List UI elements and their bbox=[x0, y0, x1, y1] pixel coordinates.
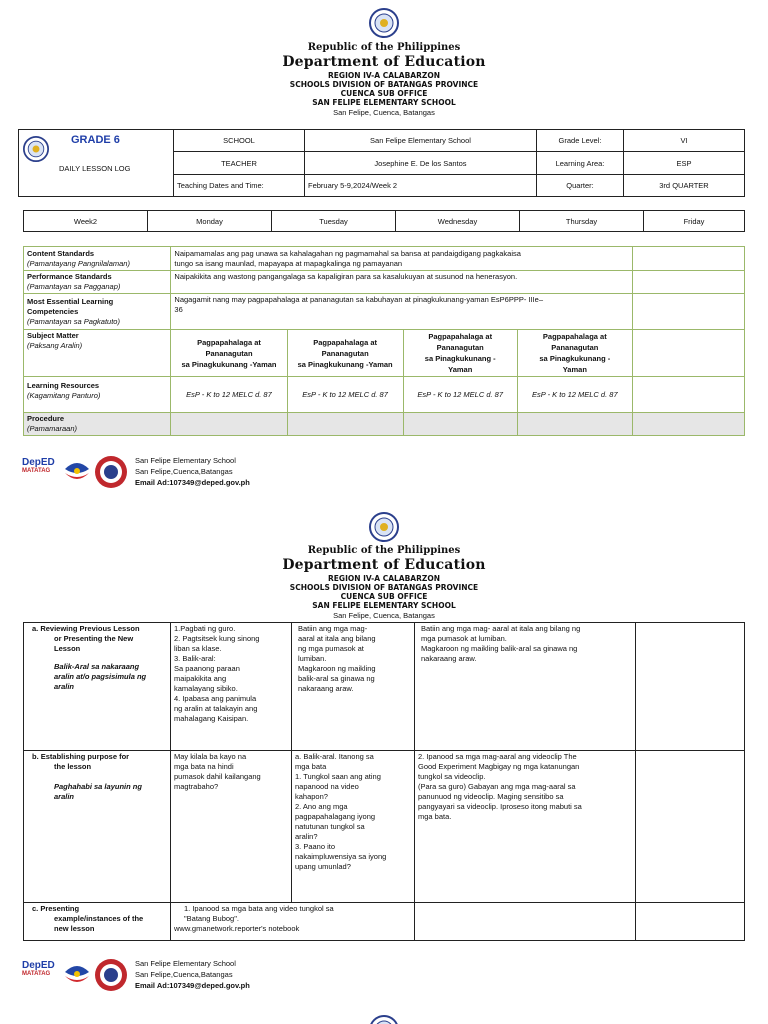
row-b-sub-line: aralin bbox=[54, 792, 75, 801]
subject-line: Pagpapahalaga at bbox=[313, 337, 377, 347]
content-standards-sub: (Pamantayang Pangnilalaman) bbox=[27, 258, 130, 268]
monday-cell: Monday bbox=[148, 211, 272, 232]
subject-line: Yaman bbox=[562, 365, 587, 374]
resources-monday: EsP - K to 12 MELC d. 87 bbox=[171, 377, 287, 413]
procedure-sub: (Pamamaraan) bbox=[27, 424, 78, 433]
subject-line: Pananagutan bbox=[436, 343, 484, 352]
teacher-label: TEACHER bbox=[174, 152, 305, 175]
school-text: SAN FELIPE ELEMENTARY SCHOOL bbox=[312, 98, 456, 107]
procedure-table bbox=[23, 622, 745, 941]
row-b-friday bbox=[636, 751, 745, 903]
deped-seal-icon bbox=[369, 1015, 399, 1024]
thursday-cell: Thursday bbox=[520, 211, 644, 232]
row-c-label-line: c. Presenting bbox=[32, 904, 80, 913]
empty-cell bbox=[632, 330, 744, 377]
row-a-label-line: a. Reviewing Previous Lesson bbox=[32, 624, 140, 633]
text-line: nakaraang araw. bbox=[298, 684, 354, 693]
sub-office-text: CUENCA SUB OFFICE bbox=[340, 89, 428, 98]
performance-standards-sub: (Pamantayan sa Pagganap) bbox=[27, 282, 121, 291]
text-line: Magkaroon ng maikling balik-aral sa ginawa ng bbox=[421, 644, 578, 653]
footer-1 bbox=[22, 455, 322, 491]
empty-cell bbox=[632, 377, 744, 413]
text-line: 1. Tungkol saan ang ating bbox=[295, 772, 381, 781]
text-line: aaral at itala ang bilang bbox=[298, 634, 376, 643]
text-line: mahalagang Kaisipan. bbox=[174, 714, 249, 723]
empty-cell bbox=[287, 413, 403, 436]
text-line: ng aralin at talakayin ang bbox=[174, 704, 258, 713]
row-c-wednesday bbox=[415, 903, 636, 941]
text-line: 2. Pagtsitsek kung sinong bbox=[174, 634, 260, 643]
empty-cell bbox=[632, 247, 744, 271]
subject-line: sa Pinagkukunang -Yaman bbox=[181, 359, 277, 369]
text-line: ng mga pumasok at bbox=[298, 644, 364, 653]
footer-address: San Felipe,Cuenca,Batangas bbox=[135, 970, 233, 979]
standards-table bbox=[23, 246, 745, 436]
text-line: tungkol sa videoclip. bbox=[418, 772, 486, 781]
content-standards-line2: tungo sa isang maunlad, mapayapa at mapagkalinga ng pamayanan bbox=[174, 258, 403, 268]
text-line: mga bata na hindi bbox=[174, 762, 234, 771]
text-line: www.gmanetwork.reporter's notebook bbox=[174, 924, 300, 933]
week-table bbox=[23, 210, 745, 232]
footer-email: Email Ad:107349@deped.gov.ph bbox=[135, 981, 250, 990]
republic-text: Republic of the Philippines bbox=[307, 42, 461, 53]
row-a-sub-line: Balik-Aral sa nakaraang bbox=[54, 662, 140, 671]
row-b-label bbox=[24, 751, 171, 903]
footer-school: San Felipe Elementary School bbox=[135, 959, 236, 968]
row-a-friday bbox=[636, 623, 745, 751]
bagong-pilipinas-logo bbox=[62, 958, 92, 990]
matatag-logo-text: MATATAG bbox=[22, 468, 51, 474]
text-line: Good Experiment Magbigay ng mga katanungan bbox=[418, 762, 580, 771]
footer-school: San Felipe Elementary School bbox=[135, 456, 236, 465]
text-line: lumiban. bbox=[298, 654, 327, 663]
melc-value-line2: 36 bbox=[174, 305, 183, 314]
melc-sub: (Pamantayan sa Pagkatuto) bbox=[27, 316, 120, 326]
text-line: Magkaroon ng maikling bbox=[298, 664, 376, 673]
content-standards-value bbox=[171, 247, 632, 271]
footer-text bbox=[135, 455, 250, 488]
learning-area-value: ESP bbox=[624, 152, 745, 175]
content-standards-label-cell bbox=[24, 247, 171, 271]
quarter-label: Quarter: bbox=[537, 175, 624, 197]
resources-label-cell bbox=[24, 377, 171, 413]
division-text: SCHOOLS DIVISION OF BATANGAS PROVINCE bbox=[289, 80, 479, 89]
row-b-sub-line: Paghahabi sa layunin ng bbox=[54, 782, 142, 791]
text-line: kahapon? bbox=[295, 792, 328, 801]
footer-email: Email Ad:107349@deped.gov.ph bbox=[135, 478, 250, 487]
school-seal-icon bbox=[94, 958, 128, 992]
deped-matatag-logo bbox=[22, 960, 58, 990]
school-value: San Felipe Elementary School bbox=[305, 130, 537, 152]
text-line: maipakikita ang bbox=[174, 674, 227, 683]
subject-matter-tuesday bbox=[287, 330, 403, 377]
dates-value: February 5-9,2024/Week 2 bbox=[305, 175, 537, 197]
subject-matter-wednesday bbox=[403, 330, 517, 377]
text-line: 1.Pagbati ng guro. bbox=[174, 624, 236, 633]
resources-tuesday: EsP - K to 12 MELC d. 87 bbox=[287, 377, 403, 413]
text-line: balik-aral sa ginawa ng bbox=[298, 674, 375, 683]
subject-line: Pananagutan bbox=[205, 348, 253, 358]
grade-label: GRADE 6 bbox=[71, 134, 120, 146]
republic-text: Republic of the Philippines bbox=[307, 545, 461, 556]
text-line: kamalayang sibiko. bbox=[174, 684, 238, 693]
text-line: liban sa klase. bbox=[174, 644, 222, 653]
footer-address: San Felipe,Cuenca,Batangas bbox=[135, 467, 233, 476]
melc-label-line2: Competencies bbox=[27, 306, 79, 316]
bagong-pilipinas-logo bbox=[62, 455, 92, 487]
text-line: pumasok dahil kailangang bbox=[174, 772, 261, 781]
department-title: Department of Education bbox=[282, 557, 486, 573]
text-line: "Batang Bubog". bbox=[184, 914, 239, 923]
empty-cell bbox=[632, 294, 744, 330]
resources-sub: (Kagamitang Panturo) bbox=[27, 391, 101, 400]
melc-label-line1: Most Essential Learning bbox=[27, 296, 114, 306]
text-line: Sa paanong paraan bbox=[174, 664, 240, 673]
region-text: REGION IV-A CALABARZON bbox=[328, 574, 440, 583]
teacher-value: Josephine E. De los Santos bbox=[305, 152, 537, 175]
empty-cell bbox=[517, 413, 632, 436]
row-b-label-line: b. Establishing purpose for bbox=[32, 752, 130, 761]
subject-line: Pananagutan bbox=[551, 343, 599, 352]
text-line: 2. Ipanood sa mga mag-aaral ang videoclip The bbox=[418, 752, 577, 761]
subject-line: sa Pinagkukunang - bbox=[539, 354, 611, 363]
sub-office-text: CUENCA SUB OFFICE bbox=[340, 592, 428, 601]
deped-matatag-logo bbox=[22, 457, 58, 487]
text-line: mga bata. bbox=[418, 812, 452, 821]
subject-line: sa Pinagkukunang - bbox=[424, 354, 496, 363]
row-a-sub-line: aralin bbox=[54, 682, 75, 691]
text-line: natutunan tungkol sa bbox=[295, 822, 365, 831]
quarter-value: 3rd QUARTER bbox=[624, 175, 745, 197]
text-line: 3. Paano ito bbox=[295, 842, 336, 851]
deped-seal-small-icon bbox=[23, 136, 49, 162]
row-a-sub-line: aralin at/o pagsisimula ng bbox=[54, 672, 147, 681]
row-c-label-line: new lesson bbox=[54, 924, 95, 933]
school-label: SCHOOL bbox=[174, 130, 305, 152]
dates-label: Teaching Dates and Time: bbox=[174, 175, 305, 197]
text-line: 3. Balik-aral: bbox=[174, 654, 216, 663]
content-standards-line1: Naipamamalas ang pag unawa sa kahalagahan ng pagmamahal sa bansa at pandaigdigang pagkakaisa bbox=[174, 248, 521, 258]
subject-matter-monday bbox=[171, 330, 287, 377]
row-b-tuesday bbox=[292, 751, 415, 903]
footer-2 bbox=[22, 958, 322, 994]
text-line: nakaraang araw. bbox=[421, 654, 477, 663]
empty-cell bbox=[632, 413, 744, 436]
text-line: pangyayari sa videoclip. Iproseso itong mabuti sa bbox=[418, 802, 582, 811]
row-a-monday bbox=[171, 623, 292, 751]
learning-area-label: Learning Area: bbox=[537, 152, 624, 175]
text-line: nakaimpluwensiya sa iyong bbox=[295, 852, 387, 861]
procedure-label-cell bbox=[24, 413, 171, 436]
performance-standards-label: Performance Standards bbox=[27, 272, 112, 281]
department-title: Department of Education bbox=[282, 54, 486, 70]
tuesday-cell: Tuesday bbox=[272, 211, 396, 232]
deped-logo-text: DepED bbox=[22, 457, 55, 468]
text-line: napanood na video bbox=[295, 782, 359, 791]
text-line: May kilala ba kayo na bbox=[174, 752, 247, 761]
content-standards-label: Content Standards bbox=[27, 248, 95, 258]
resources-thursday: EsP - K to 12 MELC d. 87 bbox=[517, 377, 632, 413]
empty-cell bbox=[171, 413, 287, 436]
footer-text bbox=[135, 958, 250, 991]
text-line: upang umunlad? bbox=[295, 862, 351, 871]
melc-value-line1: Nagagamit nang may pagpapahalaga at pananagutan sa kabuhayan at pinagkukunang-yaman EsP6PPP- IIIe– bbox=[174, 295, 544, 304]
text-line: panunuod ng videoclip. Maging sensitibo sa bbox=[418, 792, 564, 801]
subject-line: Pagpapahalaga at bbox=[197, 337, 261, 347]
row-b-monday bbox=[171, 751, 292, 903]
row-a-label-line: or Presenting the New bbox=[54, 634, 134, 643]
text-line: pagpapahalagang iyong bbox=[295, 812, 376, 821]
subject-line: Pagpapahalaga at bbox=[542, 332, 607, 341]
text-line: (Para sa guro) Gabayan ang mga mag-aaral sa bbox=[418, 782, 576, 791]
row-a-label bbox=[24, 623, 171, 751]
melc-value bbox=[171, 294, 632, 330]
subject-line: sa Pinagkukunang -Yaman bbox=[297, 359, 393, 369]
row-a-label-line: Lesson bbox=[54, 644, 81, 653]
address-text: San Felipe, Cuenca, Batangas bbox=[333, 611, 435, 620]
text-line: Batiin ang mga mag- bbox=[298, 624, 368, 633]
wednesday-cell: Wednesday bbox=[396, 211, 520, 232]
subject-line: Pagpapahalaga at bbox=[428, 332, 493, 341]
info-table bbox=[18, 129, 745, 197]
school-seal-icon bbox=[94, 455, 128, 489]
resources-wednesday: EsP - K to 12 MELC d. 87 bbox=[403, 377, 517, 413]
subject-line: Pananagutan bbox=[321, 348, 369, 358]
address-text: San Felipe, Cuenca, Batangas bbox=[333, 108, 435, 117]
log-title: DAILY LESSON LOG bbox=[59, 164, 131, 173]
grade-cell bbox=[19, 130, 174, 197]
subject-matter-label-cell bbox=[24, 330, 171, 377]
performance-standards-label-cell bbox=[24, 271, 171, 294]
melc-label-cell bbox=[24, 294, 171, 330]
text-line: magtrabaho? bbox=[174, 782, 219, 791]
row-c-label-line: example/instances of the bbox=[54, 914, 144, 923]
row-a-tuesday bbox=[292, 623, 415, 751]
deped-logo-text: DepED bbox=[22, 960, 55, 971]
text-line: a. Balik-aral. Itanong sa bbox=[295, 752, 374, 761]
text-line: aralin? bbox=[295, 832, 318, 841]
row-c-label bbox=[24, 903, 171, 941]
text-line: mga bata bbox=[295, 762, 327, 771]
school-text: SAN FELIPE ELEMENTARY SCHOOL bbox=[312, 601, 456, 610]
subject-matter-label: Subject Matter bbox=[27, 331, 79, 340]
division-text: SCHOOLS DIVISION OF BATANGAS PROVINCE bbox=[289, 583, 479, 592]
text-line: 1. Ipanood sa mga bata ang video tungkol sa bbox=[184, 904, 334, 913]
deped-seal-icon bbox=[369, 512, 399, 542]
row-b-label-line: the lesson bbox=[54, 762, 92, 771]
grade-level-label: Grade Level: bbox=[537, 130, 624, 152]
week-cell: Week2 bbox=[24, 211, 148, 232]
empty-cell bbox=[403, 413, 517, 436]
text-line: 2. Ano ang mga bbox=[295, 802, 348, 811]
grade-level-value: VI bbox=[624, 130, 745, 152]
row-b-wednesday bbox=[415, 751, 636, 903]
procedure-label: Procedure bbox=[27, 414, 65, 423]
matatag-logo-text: MATATAG bbox=[22, 971, 51, 977]
resources-label: Learning Resources bbox=[27, 381, 100, 390]
text-line: 4. Ipabasa ang panimula bbox=[174, 694, 257, 703]
subject-matter-thursday bbox=[517, 330, 632, 377]
row-c-monday bbox=[171, 903, 415, 941]
subject-line: Yaman bbox=[448, 365, 473, 374]
empty-cell bbox=[632, 271, 744, 294]
text-line: mga pumasok at lumiban. bbox=[421, 634, 507, 643]
row-a-wednesday bbox=[415, 623, 636, 751]
row-c-friday bbox=[636, 903, 745, 941]
performance-standards-value: Naipakikita ang wastong pangangalaga sa kapaligiran para sa kasalukuyan at susunod na henerasyon. bbox=[171, 271, 632, 294]
deped-seal-icon bbox=[369, 8, 399, 38]
region-text: REGION IV-A CALABARZON bbox=[328, 71, 440, 80]
friday-cell: Friday bbox=[644, 211, 745, 232]
subject-matter-sub: (Paksang Aralin) bbox=[27, 341, 83, 350]
text-line: Batiin ang mga mag- aaral at itala ang bilang ng bbox=[421, 624, 581, 633]
